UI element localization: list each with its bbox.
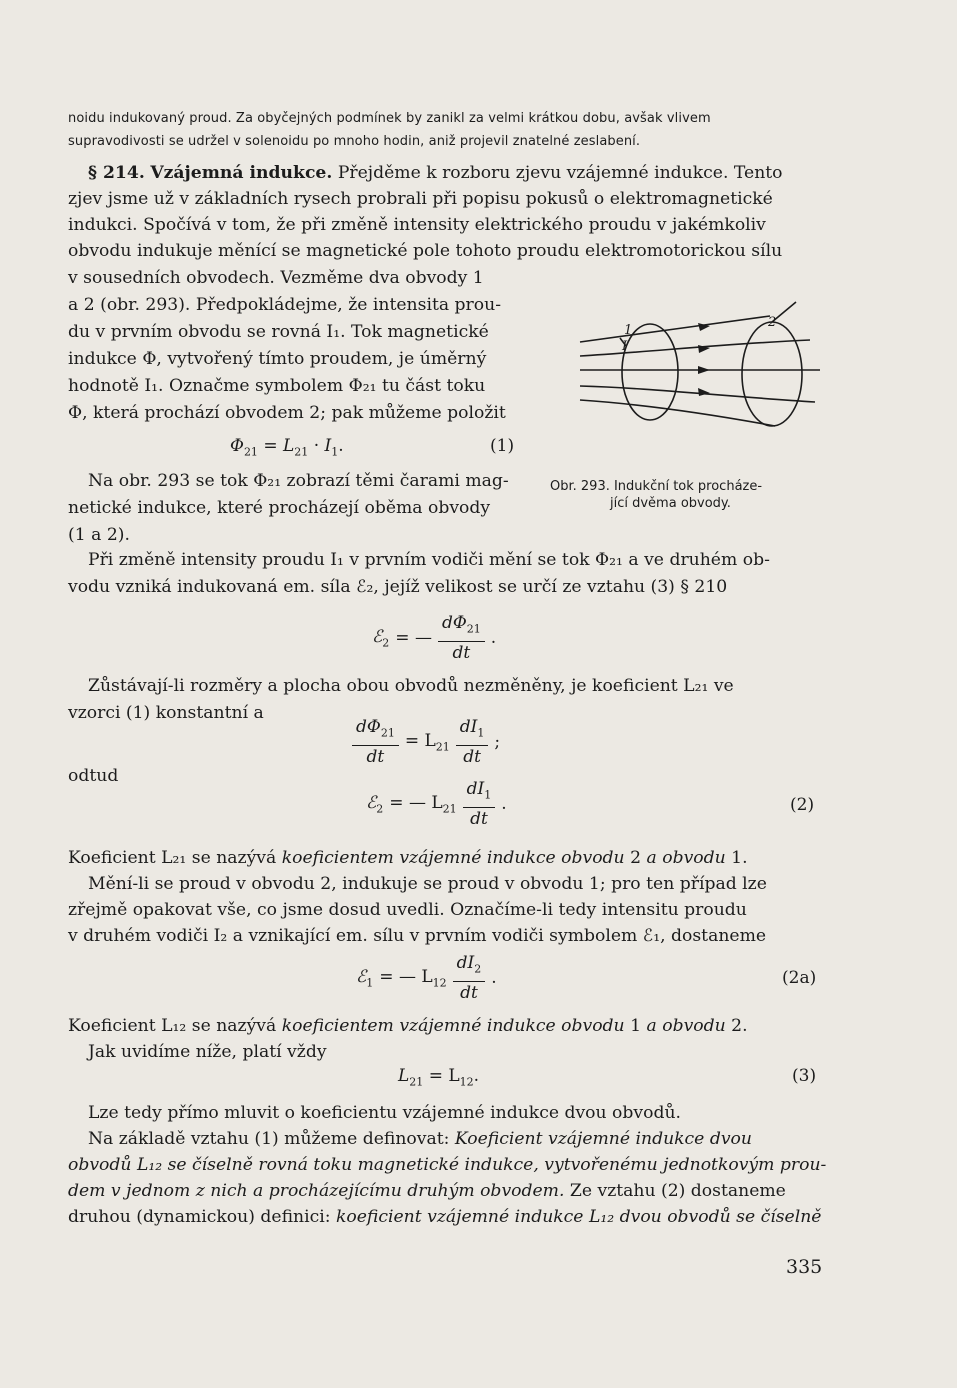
para2-line-1: Při změně intensity proudu I₁ v prvním vodiči mění se tok Φ₂₁ a ve druhém ob- [88,550,770,570]
section-marker: § 214. [88,163,145,183]
para4-line-3: v druhém vodiči I₂ a vznikající em. sílu v prvním vodiči symbolem ℰ₁, dostaneme [68,926,767,946]
eq-e2-rhs-sign: = — [395,628,432,649]
para4-line-1: Mění-li se proud v obvodu 2, indukuje se proud v obvodu 1; pro ten případ lze [88,874,767,894]
section-line-8: indukce Φ, vytvořený tímto proudem, je úměrný [68,349,487,369]
eq-mid-equals-L: = $L_{21}$ [404,731,450,754]
coef2-prefix: Koeficient L₁₂ se nazývá [68,1016,282,1036]
section-title: Vzájemná indukce. [150,163,333,183]
figure-caption-line-1: Obr. 293. Indukční tok procháze- [550,479,763,494]
eq3-lhs-sub: 21 [409,1075,424,1089]
after-eq1-line-3: (1 a 2). [68,525,130,545]
para3-line-3: odtud [68,766,119,786]
equation-e2 [372,612,496,664]
para7-line2-italic: obvodů L₁₂ se číselně rovná toku magnetické indukce, vytvořenému jednotkovým prou- [68,1155,827,1175]
eq2-fraction [463,778,496,830]
eq2a-lhs: ℰ$_1$ [356,967,374,990]
eq-e2-denominator: dt [452,643,471,664]
para7-line4-a: druhou (dynamickou) definici: [68,1207,336,1227]
section-line-5: v sousedních obvodech. Vezměme dva obvody 1 [68,268,484,288]
after-eq1-line-1: Na obr. 293 se tok Φ₂₁ zobrazí těmi čarami mag- [88,471,509,491]
eq3-equals: = L [428,1066,460,1086]
equation-3-number: (3) [792,1066,817,1086]
eq2-numerator: $dI_1$ [463,778,496,808]
section-line-4: obvodu indukuje měnící se magnetické pole tohoto proudu elektromotorickou sílu [68,241,783,261]
page-number: 335 [786,1256,823,1278]
eq-e2-fraction [438,612,485,664]
top-paragraph-line-2: supravodivosti se udržel v solenoidu po mnoho hodin, aniž projevil znatelné zeslabení. [68,134,641,149]
field-line-2 [580,340,810,356]
coef1-mid: 2 [624,848,647,868]
coef2-italic2: a obvodu [646,1016,726,1036]
figure-293 [560,296,830,466]
eq2a-numerator: $dI_2$ [453,952,486,982]
top-paragraph-line-1: noidu indukovaný proud. Za obyčejných podmínek by zanikl za velmi krátkou dobu, avšak vlivem [68,111,711,126]
coef2-suffix: 2. [725,1016,748,1036]
coef2-italic: koeficientem vzájemné indukce obvodu [281,1016,625,1036]
eq3-rhs-sub: 12 [459,1075,474,1089]
eq1-L-sub: 21 [294,445,309,459]
eq1-I-sub: 1 [331,445,339,459]
para3-line-2: vzorci (1) konstantní a [68,703,264,723]
equation-2a [356,952,497,1004]
eq2a-fraction [453,952,486,1004]
eq-mid-numerator-2: $dI_1$ [456,716,489,746]
circuit-1-loop [622,324,678,420]
eq-mid-denominator-1: dt [366,747,385,768]
field-line-4 [580,386,815,402]
para5-line-1: Jak uvidíme níže, platí vždy [88,1042,327,1062]
coef1-suffix: 1. [725,848,748,868]
section-line-9: hodnotě I₁. Označme symbolem Φ₂₁ tu část toku [68,376,486,396]
coef2-mid: 1 [624,1016,647,1036]
para3-line-1: Zůstávají-li rozměry a plocha obou obvodů nezměněny, je koeficient L₂₁ ve [88,676,734,696]
field-line-1 [580,316,770,342]
eq2-denominator: dt [470,809,488,830]
eq-mid-fraction-2 [456,716,489,768]
equation-1 [230,436,344,458]
section-line-3: indukci. Spočívá v tom, že při změně intensity elektrického proudu v jakémkoliv [68,215,766,235]
equation-2 [366,778,507,830]
eq-mid-numerator-1: $d\Phi_{21}$ [352,716,399,746]
coef1-prefix: Koeficient L₂₁ se nazývá [68,848,282,868]
section-line-2: zjev jsme už v základních rysech probrali při popisu pokusů o elektromagnetické [68,189,773,209]
eq-e2-numerator: $d\Phi_{21}$ [438,612,485,642]
field-line-5 [580,400,775,426]
section-line1-rest: Přejděme k rozboru zjevu vzájemné indukce. Tento [337,163,783,183]
para6-line-1: Lze tedy přímo mluvit o koeficientu vzájemné indukce dvou obvodů. [88,1103,682,1123]
eq3-end: . [473,1066,480,1086]
eq1-equals: = [263,436,278,456]
eq2-lhs: ℰ$_2$ [366,793,384,816]
coef1-italic: koeficientem vzájemné indukce obvodu [281,848,625,868]
eq1-lhs: Φ [230,436,244,456]
eq2a-denominator: dt [460,983,478,1004]
label-circuit-1: 1 [624,323,633,338]
eq3-lhs: L [398,1066,410,1086]
eq1-I: I [324,436,332,456]
section-line-7: du v prvním obvodu se rovná I₁. Tok magnetické [68,322,489,342]
circuit-2-loop [742,322,802,426]
arrow-3 [698,366,710,374]
label-current-I: I [622,339,628,354]
eq1-dot: · [313,436,320,456]
coef2-line [68,1013,828,1039]
eq-e2-lhs: ℰ$_2$ [372,627,390,650]
para7-line-3 [68,1178,828,1204]
eq2-end: . [501,794,507,815]
section-line-10: Φ, která prochází obvodem 2; pak můžeme položit [68,403,506,423]
para7-line-1 [88,1126,828,1152]
equation-2-number: (2) [790,795,815,815]
eq-e2-end: . [490,628,497,649]
section-heading-line [88,160,828,186]
para7-line-4 [68,1204,828,1230]
eq2a-end: . [491,968,497,989]
eq2a-rhs-sign: = — $L_{12}$ [379,967,447,990]
eq1-L: L [283,436,295,456]
after-eq1-line-2: netické indukce, které procházejí oběma obvody [68,498,491,518]
para7-line3-b: Ze vztahu (2) dostaneme [564,1181,786,1201]
para7-line3-a: dem v jednom z nich a procházejícímu druhým obvodem. [68,1181,565,1201]
eq2-rhs-sign: = — $L_{21}$ [389,793,457,816]
para4-line-2: zřejmě opakovat vše, co jsme dosud uvedli. Označíme-li tedy intensitu proudu [68,900,747,920]
para2-line-2: vodu vzniká indukovaná em. síla ℰ₂, jejíž velikost se určí ze vztahu (3) § 210 [68,577,728,597]
figure-caption-line-2: jící dvěma obvody. [610,496,731,511]
eq-mid-denominator-2: dt [463,747,481,768]
para7-line-2 [68,1152,828,1178]
section-line-6: a 2 (obr. 293). Předpokládejme, že intensita prou- [68,295,502,315]
eq-mid-end: ; [494,732,501,753]
eq-mid-fraction-1 [352,716,399,768]
para7-line4-b: koeficient vzájemné indukce L₁₂ dvou obvodů se číselně [335,1207,822,1227]
equation-1-number: (1) [490,436,515,456]
equation-2a-number: (2a) [782,968,817,988]
label-circuit-2: 2 [768,315,777,330]
coef1-italic2: a obvodu [646,848,726,868]
eq1-end: . [338,436,344,456]
equation-mid [352,716,500,768]
figure-293-drawing [560,296,830,466]
para7-line1-a: Na základě vztahu (1) můžeme definovat: [88,1129,455,1149]
para7-line1-b: Koeficient vzájemné indukce dvou [454,1129,752,1149]
eq1-lhs-sub: 21 [243,445,258,459]
equation-3 [398,1066,479,1088]
coef1-line [68,845,828,871]
